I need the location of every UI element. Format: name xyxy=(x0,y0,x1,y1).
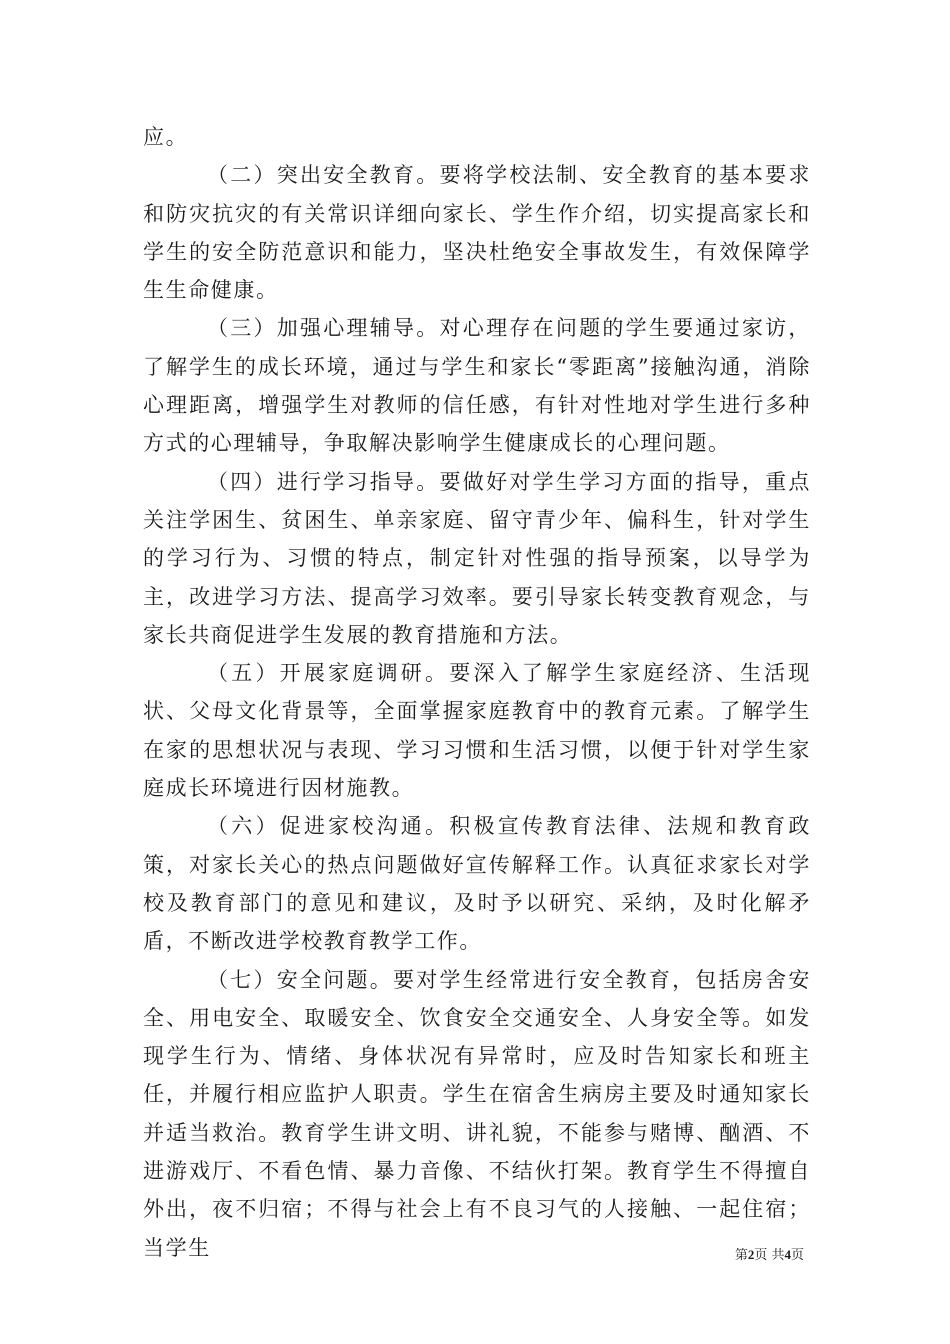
paragraph-safety-issues xyxy=(143,961,811,1267)
text-line: 的思想状况与表现、学习习惯和生活习惯，以便于针对学生家庭成 xyxy=(143,737,812,801)
text-line: 解学生的成长环境，通过与学生和家长“零距离”接触沟通，消除 xyxy=(165,354,811,379)
text-line: （四）进行学习指导。要做好对学生学习方面的指导，重点关 xyxy=(143,469,811,532)
text-line: （二）突出安全教育。要将学校法制、安全教育的基本要求和 xyxy=(143,163,811,226)
total-page-number: 4 xyxy=(784,1247,791,1262)
text-line: 生行为、情绪、身体状况有异常时，应及时告知家长和班主任，并 xyxy=(143,1044,811,1107)
paragraph-family-research xyxy=(143,654,811,807)
paragraph-study-guidance xyxy=(143,463,811,654)
text-line: 防灾抗灾的有关常识详细向家长、学生作介绍，切实提高家长和学 xyxy=(143,201,811,264)
footer-prefix: 第 xyxy=(734,1248,748,1263)
text-line: （六）促进家校沟通。积极宣传教育法律、法规和教育政策， xyxy=(143,814,811,877)
current-page-number: 2 xyxy=(747,1247,755,1262)
paragraph-continuation xyxy=(143,118,811,156)
text-line: 救治。教育学生讲文明、讲礼貌，不能参与赌博、酗酒、不进游戏 xyxy=(143,1120,811,1184)
text-line: 断改进学校教育教学工作。 xyxy=(210,929,483,954)
text-line: 学习行为、习惯的特点，制定针对性强的指导预案，以导学为主， xyxy=(143,546,811,609)
text-line: 夜不归宿；不得与社会上有不良习气的人接触、一起住宿；当学生 xyxy=(143,1197,811,1260)
page-footer xyxy=(735,1247,804,1264)
text-line: 父母文化背景等，全面掌握家庭教育中的教育元素。了解学生在家 xyxy=(143,699,812,762)
text-line: 用电安全、取暖安全、饮食安全交通安全、人身安全等。如发现学 xyxy=(143,1005,812,1069)
footer-suffix: 页 xyxy=(790,1248,804,1263)
text-line: 长环境进行因材施教。 xyxy=(188,776,415,801)
document-page xyxy=(143,118,811,1267)
paragraph-safety-education xyxy=(143,156,811,309)
text-line: （三）加强心理辅导。对心理存在问题的学生要通过家访，了 xyxy=(143,316,811,379)
text-line: 厅、不看色情、暴力音像、不结伙打架。教育学生不得擅自外出， xyxy=(143,1159,811,1222)
text-line: 心理距离，增强学生对教师的信任感，有针对性地对学生进行多种 xyxy=(143,393,811,418)
text-line: 教育部门的意见和建议，及时予以研究、采纳，及时化解矛盾，不 xyxy=(143,890,811,954)
text-line: 方式的心理辅导，争取解决影响学生健康成长的心理问题。 xyxy=(143,431,731,456)
paragraph-psychological-counseling xyxy=(143,309,811,462)
text-line: （五）开展家庭调研。要深入了解学生家庭经济、生活现状、 xyxy=(143,661,811,724)
text-line: 履行相应监护人职责。学生在宿舍生病房主要及时通知家长并适当 xyxy=(143,1082,811,1145)
text-line: （七）安全问题。要对学生经常进行安全教育，包括房舍安全、 xyxy=(143,967,811,1030)
text-line: 生的安全防范意识和能力，坚决杜绝安全事故发生，有效保障学生 xyxy=(143,239,811,303)
text-line: 改进学习方法、提高学习效率。要引导家长转变教育观念，与家长 xyxy=(143,584,812,647)
paragraph-home-school-communication xyxy=(143,807,811,960)
text-line: 生命健康。 xyxy=(165,278,279,303)
text-line: 共商促进学生发展的教育措施和方法。 xyxy=(188,622,573,647)
text-line: 注学困生、贫困生、单亲家庭、留守青少年、偏科生，针对学生的 xyxy=(143,507,811,571)
text-line: 应。 xyxy=(143,125,189,149)
text-line: 对家长关心的热点问题做好宣传解释工作。认真征求家长对学校及 xyxy=(143,852,812,915)
footer-middle: 页 共 xyxy=(754,1248,785,1263)
